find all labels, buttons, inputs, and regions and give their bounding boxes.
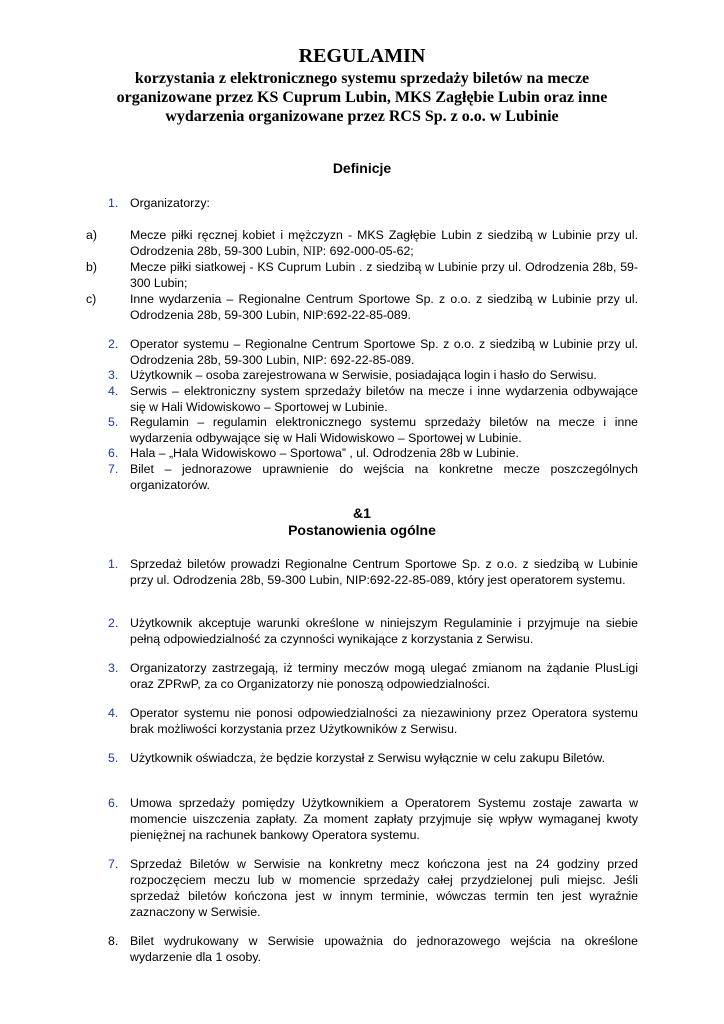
rule-item — [108, 660, 638, 692]
item-letter: c) — [86, 292, 97, 306]
item-number: 6. — [108, 446, 119, 460]
section-mark: &1 — [353, 505, 371, 521]
item-text: Organizatorzy zastrzegają, iż terminy meczów mogą ulegać zmianom na żądanie PlusLigi oraz ZPRwP, za co Organizatorzy nie ponoszą odpowiedzialności. — [130, 661, 638, 691]
item-text: Regulamin – regulamin elektronicznego systemu sprzedaży biletów na mecze i inne wydarzenia odbywające się w Hali Widowiskowo – Sportowej w Lubinie. — [130, 415, 638, 445]
definition-item — [108, 414, 638, 446]
definitions-heading: Definicje — [332, 160, 392, 176]
item-text: Operator systemu – Regionalne Centrum Sportowe Sp. z o.o. z siedzibą w Lubinie przy ul. Odrodzenia 28b, 59-300 Lubin, NIP: 692-22-85-089. — [130, 337, 638, 367]
definition-item — [108, 336, 638, 368]
subtitle-line: wydarzenia organizowane przez RCS Sp. z o.o. w Lubinie — [165, 108, 559, 125]
item-text: Operator systemu nie ponosi odpowiedzialności za niezawiniony przez Operatora systemu brak możliwości korzystania przez Użytkowników z Serwisu. — [130, 706, 638, 736]
section-heading: Postanowienia ogólne — [288, 522, 436, 538]
organizer-nip: : 692-000-05-62; — [322, 244, 414, 258]
organizer-item — [86, 291, 638, 323]
item-number: 6. — [108, 796, 119, 810]
item-text: Użytkownik akceptuje warunki określone w niniejszym Regulaminie i przyjmuje na siebie pełną odpowiedzialność za czynności wynikające z korzystania z Serwisu. — [130, 616, 638, 646]
item-text: Organizatorzy: — [130, 196, 210, 210]
rule-item — [108, 933, 638, 965]
item-number: 7. — [108, 857, 119, 871]
subtitle-line: organizowane przez KS Cuprum Lubin, MKS Zagłębie Lubin oraz inne — [116, 89, 608, 106]
item-text: Bilet – jednorazowe uprawnienie do wejścia na konkretne mecze poszczególnych organizatorów. — [130, 462, 638, 492]
rule-item — [108, 556, 638, 588]
item-text: Bilet wydrukowany w Serwisie upoważnia do jednorazowego wejścia na określone wydarzenie dla 1 osoby. — [130, 934, 638, 964]
item-number: 1. — [108, 557, 119, 571]
item-number: 3. — [108, 368, 119, 382]
document-subtitle — [0, 69, 724, 126]
organizer-item — [86, 259, 638, 291]
definition-item — [108, 383, 638, 415]
rule-item — [108, 705, 638, 737]
item-text: Serwis – elektroniczny system sprzedaży biletów na mecze i inne wydarzenia odbywające się w Hali Widowiskowo – Sportowej w Lubinie. — [130, 384, 638, 414]
item-letter: b) — [86, 260, 97, 274]
item-text: Inne wydarzenia – Regionalne Centrum Sportowe Sp. z o.o. z siedzibą w Lubinie przy ul. Odrodzenia 28b, 59-300 Lubin, NIP:692-22-85-089. — [130, 292, 638, 322]
item-text: Sprzedaż Biletów w Serwisie na konkretny mecz kończona jest na 24 godziny przed rozpoczęciem meczu lub w momencie sprzedaży całej przydzielonej puli miejsc. Jeśli sprzedaż biletów kończona jest w innym terminie, wówczas termin ten jest wyraźnie zaznaczony w Serwisie. — [130, 857, 638, 919]
item-text: Użytkownik – osoba zarejestrowana w Serwisie, posiadająca login i hasło do Serwisu. — [130, 368, 597, 382]
item-text: Hala – „Hala Widowiskowo – Sportowa” , ul. Odrodzenia 28b w Lubinie. — [130, 446, 519, 460]
rule-item — [108, 615, 638, 647]
organizer-text: Mecze piłki ręcznej kobiet i mężczyzn - MKS Zagłębie Lubin z siedzibą w Lubinie przy ul. Odrodzenia 28b, 59-300 Lubin, — [130, 228, 638, 258]
definition-item — [108, 195, 638, 211]
item-number: 2. — [108, 337, 119, 351]
rule-item — [108, 856, 638, 920]
document-title: REGULAMIN — [298, 45, 426, 67]
item-number: 5. — [108, 415, 119, 429]
item-text: Użytkownik oświadcza, że będzie korzystał z Serwisu wyłącznie w celu zakupu Biletów. — [130, 751, 605, 765]
item-number: 4. — [108, 706, 119, 720]
nip-label: NIP — [302, 244, 323, 258]
rule-item — [108, 750, 638, 766]
subtitle-line: korzystania z elektronicznego systemu sprzedaży biletów na mecze — [134, 70, 590, 87]
item-letter: a) — [86, 228, 97, 242]
item-text: Sprzedaż biletów prowadzi Regionalne Centrum Sportowe Sp. z o.o. z siedzibą w Lubinie przy ul. Odrodzenia 28b, 59-300 Lubin, NIP:692-22-85-089, który jest operatorem systemu. — [130, 557, 638, 587]
item-number: 2. — [108, 616, 119, 630]
definition-item — [108, 461, 638, 493]
item-text: Umowa sprzedaży pomiędzy Użytkownikiem a Operatorem Systemu zostaje zawarta w momencie uiszczenia zapłaty. Za moment zapłaty przyjmuje się wpływ wymaganej kwoty pieniężnej na rachunek bankowy Operatora systemu. — [130, 796, 638, 842]
rule-item — [108, 795, 638, 843]
item-text: Mecze piłki siatkowej - KS Cuprum Lubin . z siedzibą w Lubinie przy ul. Odrodzenia 28b, 59-300 Lubin; — [130, 260, 638, 290]
definition-item — [108, 367, 638, 383]
organizer-item — [86, 227, 638, 259]
item-number: 3. — [108, 661, 119, 675]
definition-item — [108, 445, 638, 461]
item-number: 1. — [108, 196, 119, 210]
item-number: 8. — [108, 934, 119, 948]
item-number: 5. — [108, 751, 119, 765]
item-text — [130, 227, 638, 259]
item-number: 4. — [108, 384, 119, 398]
item-number: 7. — [108, 462, 119, 476]
